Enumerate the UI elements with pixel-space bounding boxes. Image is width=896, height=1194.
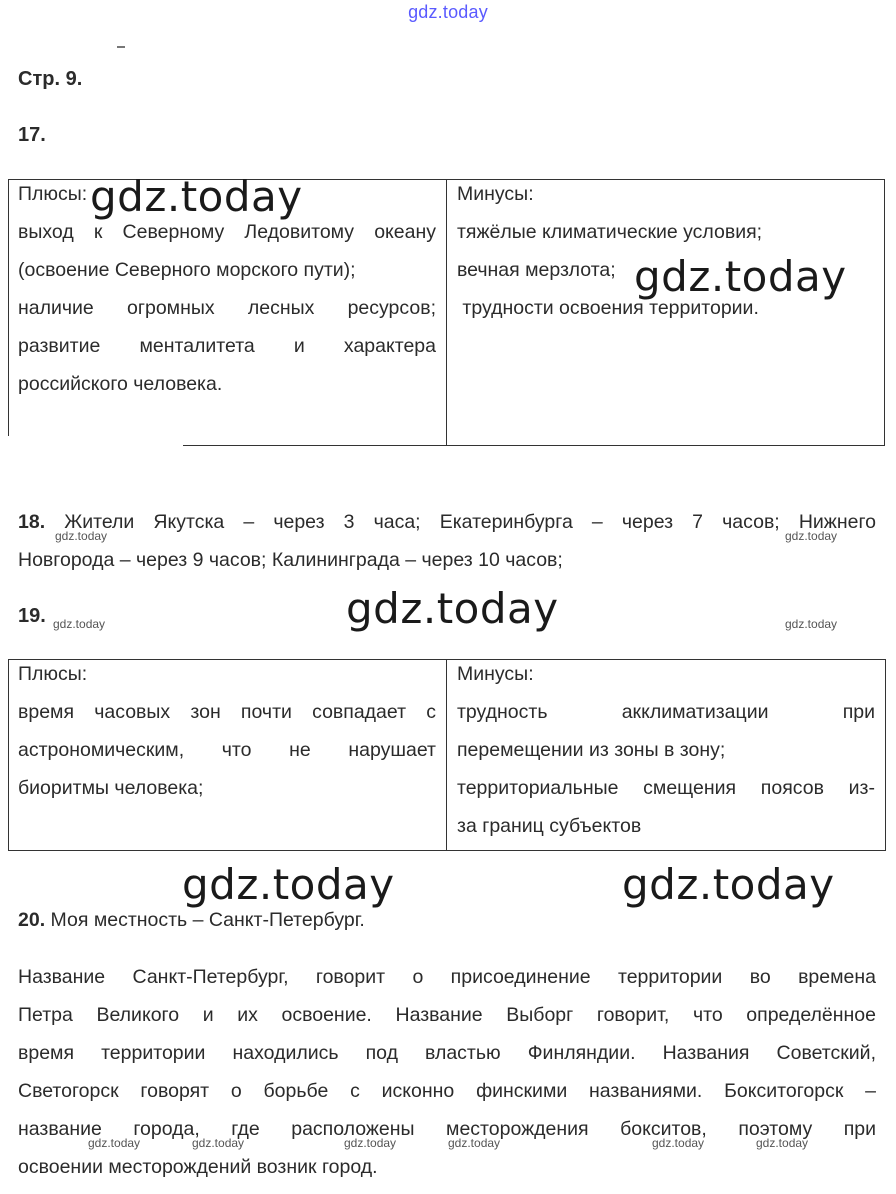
task-20-paragraph <box>18 958 876 1186</box>
task-17-minus-column <box>457 175 875 327</box>
watermark-large: gdz.today <box>634 252 847 301</box>
task-17-minus-line: трудности освоения территории. <box>457 297 759 319</box>
watermark-small: gdz.today <box>53 617 106 631</box>
task-19-plus-line: время часовых зон почти совпадает с <box>18 701 436 723</box>
watermark-small: gdz.today <box>652 1136 705 1150</box>
watermark-small: gdz.today <box>785 617 838 631</box>
task-19-plus-line: астрономическим, что не нарушает <box>18 739 436 761</box>
task-20-line: освоении месторождений возник город. <box>18 1156 378 1178</box>
task-17-plus-header: Плюсы: <box>18 183 88 205</box>
task-17-table-bottom-border <box>183 445 885 446</box>
task-17-plus-line: наличие огромных лесных ресурсов; <box>18 297 436 319</box>
task-20-line: название города, где расположены месторождения бокситов, поэтому при <box>18 1118 876 1140</box>
watermark-small: gdz.today <box>448 1136 501 1150</box>
watermark-top: gdz.today <box>408 2 488 22</box>
task-18-number: 18. <box>18 511 46 533</box>
page-label: Стр. 9. <box>18 68 83 90</box>
watermark-large: gdz.today <box>346 584 559 633</box>
task-19-minus-line: трудность акклиматизации при <box>457 701 875 723</box>
task-20-line: Светогорск говорят о борьбе с исконно финскими названиями. Бокситогорск – <box>18 1080 876 1102</box>
task-19-plus-column <box>18 655 436 807</box>
task-17-minus-line: вечная мерзлота; <box>457 259 616 281</box>
task-19-table-divider <box>446 659 447 851</box>
task-18-line: Жители Якутска – через 3 часа; Екатеринбурга – через 7 часов; Нижнего <box>64 511 876 533</box>
task-17-table-left-border <box>8 179 9 436</box>
task-18-text <box>18 503 876 579</box>
task-17-minus-header: Минусы: <box>457 183 534 205</box>
watermark-small: gdz.today <box>756 1136 809 1150</box>
task-20-heading <box>18 909 365 932</box>
watermark-large: gdz.today <box>182 860 395 909</box>
scan-mark <box>117 46 125 48</box>
task-19-minus-line: перемещении из зоны в зону; <box>457 739 726 761</box>
task-17-minus-line: тяжёлые климатические условия; <box>457 221 763 243</box>
task-19-minus-line: за границ субъектов <box>457 815 642 837</box>
task-18-line: Новгорода – через 9 часов; Калининграда – через 10 часов; <box>18 549 563 571</box>
watermark-large: gdz.today <box>90 172 303 221</box>
watermark-large: gdz.today <box>622 860 835 909</box>
task-20-line: Название Санкт-Петербург, говорит о присоединение территории во времена <box>18 966 876 988</box>
task-19-minus-line: территориальные смещения поясов из- <box>457 777 875 799</box>
task-19-minus-header: Минусы: <box>457 663 534 685</box>
task-19-plus-header: Плюсы: <box>18 663 88 685</box>
task-20-line: Петра Великого и их освоение. Название Выборг говорит, что определённое <box>18 1004 876 1026</box>
watermark-small: gdz.today <box>785 529 838 543</box>
task-17-plus-line: развитие менталитета и характера <box>18 335 436 357</box>
task-19-minus-column <box>457 655 875 845</box>
task-17-number: 17. <box>18 124 46 146</box>
task-19-number: 19. <box>18 605 46 627</box>
task-20-number: 20. <box>18 909 46 931</box>
task-17-plus-line: российского человека. <box>18 373 223 395</box>
watermark-small: gdz.today <box>192 1136 245 1150</box>
task-20-line: время территории находились под властью Финляндии. Названия Советский, <box>18 1042 876 1064</box>
task-17-plus-line: (освоение Северного морского пути); <box>18 259 356 281</box>
watermark-small: gdz.today <box>55 529 108 543</box>
watermark-small: gdz.today <box>344 1136 397 1150</box>
task-20-title: Моя местность – Санкт-Петербург. <box>50 909 365 931</box>
task-17-table-divider <box>446 179 447 446</box>
watermark-small: gdz.today <box>88 1136 141 1150</box>
task-17-plus-line: выход к Северному Ледовитому океану <box>18 221 436 243</box>
task-19-plus-line: биоритмы человека; <box>18 777 204 799</box>
